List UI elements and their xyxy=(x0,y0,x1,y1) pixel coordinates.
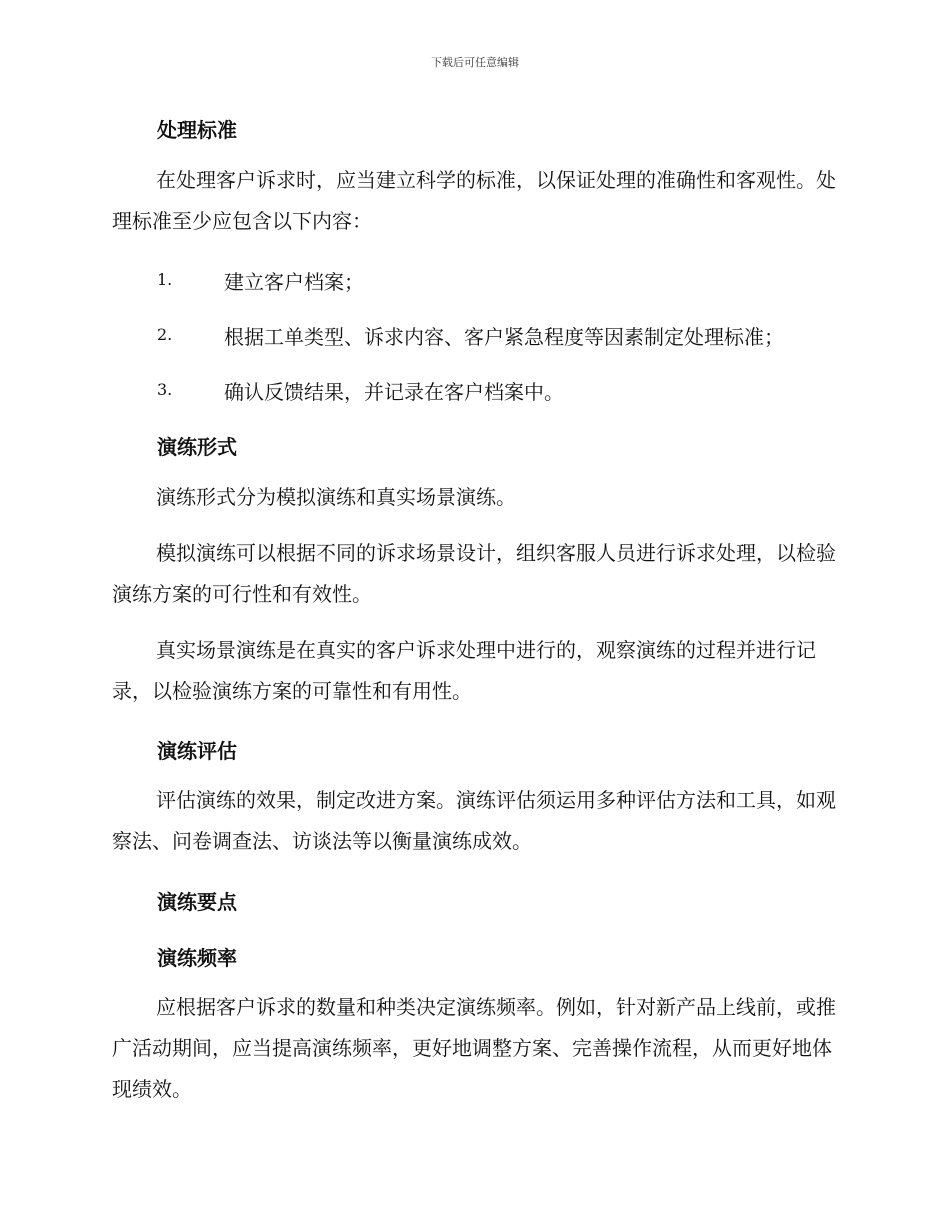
list-item-number: 3. xyxy=(157,380,173,399)
form-paragraph-3: 真实场景演练是在真实的客户诉求处理中进行的，观察演练的过程并进行记录，以检验演练方案的可靠性和有用性。 xyxy=(112,638,816,703)
section-heading-form: 演练形式 xyxy=(157,435,237,459)
standard-intro-paragraph: 在处理客户诉求时，应当建立科学的标准，以保证处理的准确性和客观性。处理标准至少应包含以下内容： xyxy=(112,168,836,233)
evaluation-paragraph: 评估演练的效果，制定改进方案。演练评估须运用多种评估方法和工具，如观察法、问卷调查法、访谈法等以衡量演练成效。 xyxy=(112,788,836,853)
section-heading-standard: 处理标准 xyxy=(157,118,237,142)
form-paragraph-2: 模拟演练可以根据不同的诉求场景设计，组织客服人员进行诉求处理，以检验演练方案的可行性和有效性。 xyxy=(112,541,836,606)
list-item-number: 2. xyxy=(157,325,173,344)
section-heading-frequency: 演练频率 xyxy=(157,946,237,970)
list-item-text: 建立客户档案； xyxy=(224,270,364,294)
list-item-number: 1. xyxy=(157,270,173,289)
section-heading-evaluation: 演练评估 xyxy=(157,739,237,763)
form-paragraph-1: 演练形式分为模拟演练和真实场景演练。 xyxy=(156,485,516,509)
list-item-text: 根据工单类型、诉求内容、客户紧急程度等因素制定处理标准； xyxy=(224,325,784,349)
page-header: 下载后可任意编辑 xyxy=(431,56,519,69)
list-item-text: 确认反馈结果，并记录在客户档案中。 xyxy=(224,380,564,404)
frequency-paragraph: 应根据客户诉求的数量和种类决定演练频率。例如，针对新产品上线前，或推广活动期间，应当提高演练频率，更好地调整方案、完善操作流程，从而更好地体现绩效。 xyxy=(112,995,836,1101)
section-heading-keypoints: 演练要点 xyxy=(157,890,237,914)
